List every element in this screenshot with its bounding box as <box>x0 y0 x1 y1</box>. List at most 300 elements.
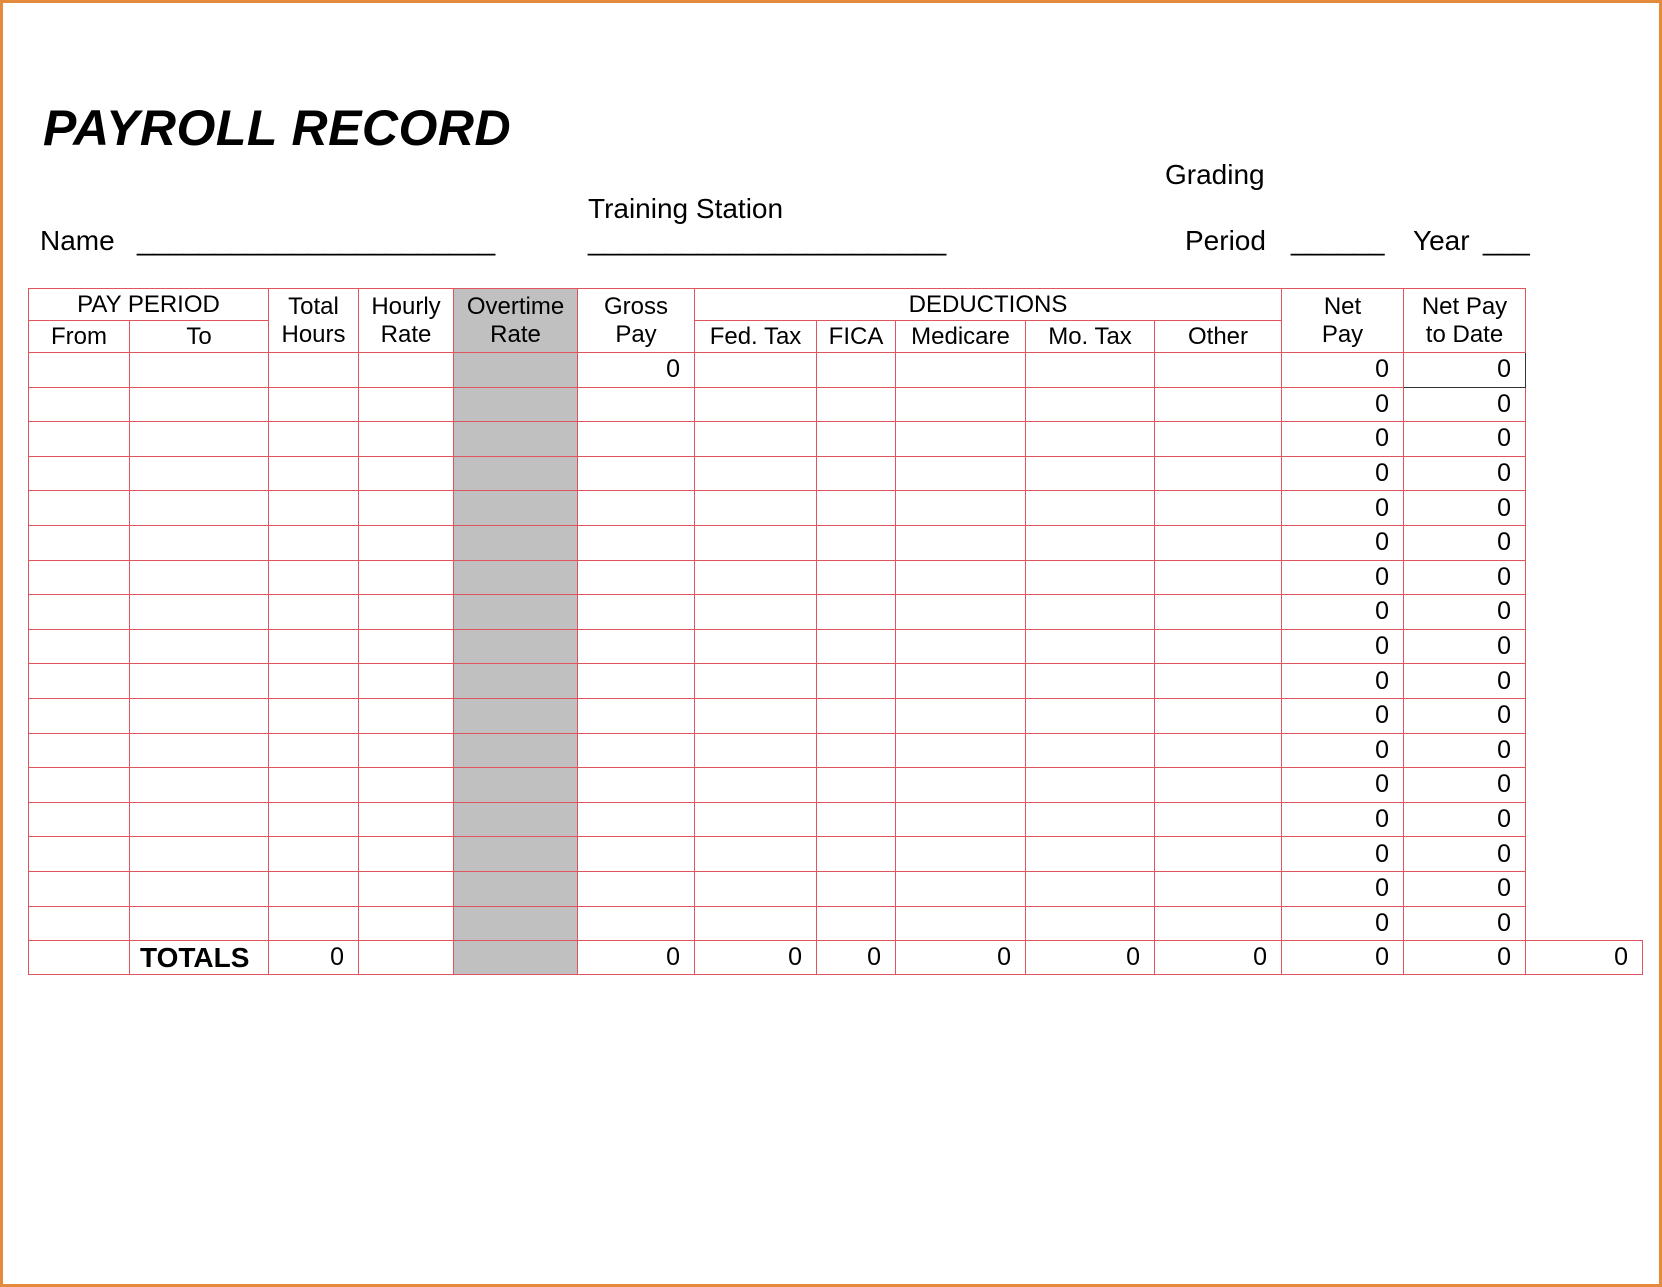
blank-cell <box>1526 387 1643 422</box>
col-net-pay-to-date-line2: to Date <box>1425 320 1504 348</box>
mo-tax-cell[interactable] <box>1026 906 1155 941</box>
medicare-cell[interactable] <box>896 422 1026 457</box>
from-cell[interactable] <box>29 871 130 906</box>
other-cell[interactable] <box>1155 906 1282 941</box>
total-hours-cell[interactable] <box>269 629 359 664</box>
gross-pay-cell[interactable] <box>578 629 695 664</box>
overtime-rate-cell[interactable] <box>454 906 578 941</box>
mo-tax-cell[interactable] <box>1026 802 1155 837</box>
table-row <box>29 422 1643 457</box>
totals-row <box>29 941 1643 975</box>
gross-pay-cell[interactable] <box>578 422 695 457</box>
other-cell[interactable] <box>1155 525 1282 560</box>
gross-pay-cell[interactable] <box>578 387 695 422</box>
net-to-date-cell[interactable]: 0 <box>1404 456 1526 491</box>
mo-tax-cell[interactable] <box>1026 837 1155 872</box>
from-cell[interactable] <box>29 837 130 872</box>
other-cell[interactable] <box>1155 560 1282 595</box>
medicare-cell[interactable] <box>896 353 1026 388</box>
fed-tax-cell[interactable] <box>695 906 817 941</box>
medicare-cell[interactable] <box>896 491 1026 526</box>
col-overtime-rate-line2: Rate <box>490 320 541 348</box>
total-hours-cell[interactable] <box>269 353 359 388</box>
col-hourly-rate <box>359 289 454 353</box>
from-cell[interactable] <box>29 456 130 491</box>
to-cell[interactable] <box>130 871 269 906</box>
net-to-date-cell[interactable]: 0 <box>1404 664 1526 699</box>
mo-tax-cell[interactable] <box>1026 733 1155 768</box>
to-cell[interactable] <box>130 906 269 941</box>
total-hours-cell[interactable] <box>269 871 359 906</box>
net-to-date-cell[interactable]: 0 <box>1404 629 1526 664</box>
fica-cell[interactable] <box>817 871 896 906</box>
col-gross-pay-line1: Gross <box>603 292 668 320</box>
to-cell[interactable] <box>130 422 269 457</box>
overtime-rate-cell[interactable] <box>454 768 578 803</box>
totals-fed-tax: 0 <box>695 941 817 975</box>
net-pay-cell[interactable]: 0 <box>1282 595 1404 630</box>
other-cell[interactable] <box>1155 595 1282 630</box>
fica-cell[interactable] <box>817 629 896 664</box>
hourly-rate-cell[interactable] <box>359 491 454 526</box>
other-cell[interactable] <box>1155 837 1282 872</box>
from-cell[interactable] <box>29 733 130 768</box>
net-to-date-cell[interactable]: 0 <box>1404 387 1526 422</box>
other-cell[interactable] <box>1155 422 1282 457</box>
mo-tax-cell[interactable] <box>1026 456 1155 491</box>
blank-cell <box>1526 289 1643 321</box>
net-pay-cell[interactable]: 0 <box>1282 768 1404 803</box>
overtime-rate-cell[interactable] <box>454 560 578 595</box>
hourly-rate-cell[interactable] <box>359 629 454 664</box>
fica-cell[interactable] <box>817 595 896 630</box>
hourly-rate-cell[interactable] <box>359 906 454 941</box>
from-cell[interactable] <box>29 491 130 526</box>
fed-tax-cell[interactable] <box>695 353 817 388</box>
net-pay-cell[interactable]: 0 <box>1282 629 1404 664</box>
other-cell[interactable] <box>1155 491 1282 526</box>
from-cell[interactable] <box>29 768 130 803</box>
net-to-date-cell[interactable]: 0 <box>1404 525 1526 560</box>
payroll-table <box>28 288 1643 975</box>
hourly-rate-cell[interactable] <box>359 768 454 803</box>
table-row <box>29 595 1643 630</box>
mo-tax-cell[interactable] <box>1026 664 1155 699</box>
net-pay-cell[interactable]: 0 <box>1282 491 1404 526</box>
from-cell[interactable] <box>29 595 130 630</box>
totals-extra: 0 <box>1526 941 1643 975</box>
total-hours-cell[interactable] <box>269 802 359 837</box>
total-hours-cell[interactable] <box>269 664 359 699</box>
overtime-rate-cell[interactable] <box>454 353 578 388</box>
net-to-date-cell[interactable]: 0 <box>1404 802 1526 837</box>
hourly-rate-cell[interactable] <box>359 698 454 733</box>
blank-cell <box>1526 422 1643 457</box>
gross-pay-cell[interactable] <box>578 733 695 768</box>
totals-label: TOTALS <box>130 941 269 975</box>
overtime-rate-cell[interactable] <box>454 525 578 560</box>
from-cell[interactable] <box>29 422 130 457</box>
col-overtime-rate <box>454 289 578 353</box>
blank-cell <box>1526 491 1643 526</box>
net-pay-cell[interactable]: 0 <box>1282 525 1404 560</box>
mo-tax-cell[interactable] <box>1026 422 1155 457</box>
net-to-date-cell[interactable]: 0 <box>1404 906 1526 941</box>
blank-cell <box>1526 629 1643 664</box>
overtime-rate-cell[interactable] <box>454 871 578 906</box>
col-medicare: Medicare <box>896 321 1026 353</box>
fica-cell[interactable] <box>817 560 896 595</box>
medicare-cell[interactable] <box>896 456 1026 491</box>
total-hours-cell[interactable] <box>269 768 359 803</box>
net-pay-cell[interactable]: 0 <box>1282 664 1404 699</box>
net-to-date-cell[interactable]: 0 <box>1404 353 1526 388</box>
to-cell[interactable] <box>130 353 269 388</box>
from-cell[interactable] <box>29 387 130 422</box>
fica-cell[interactable] <box>817 422 896 457</box>
totals-other: 0 <box>1155 941 1282 975</box>
col-total-hours-line1: Total <box>288 292 339 320</box>
fed-tax-cell[interactable] <box>695 491 817 526</box>
totals-net-pay: 0 <box>1282 941 1404 975</box>
medicare-cell[interactable] <box>896 837 1026 872</box>
gross-pay-cell[interactable] <box>578 871 695 906</box>
from-cell[interactable] <box>29 629 130 664</box>
hourly-rate-cell[interactable] <box>359 595 454 630</box>
grading-label: Grading <box>1165 159 1265 190</box>
net-to-date-cell[interactable]: 0 <box>1404 871 1526 906</box>
table-row <box>29 456 1643 491</box>
medicare-cell[interactable] <box>896 906 1026 941</box>
blank-cell <box>1526 664 1643 699</box>
blank-cell <box>1526 837 1643 872</box>
totals-gross-pay: 0 <box>578 941 695 975</box>
to-cell[interactable] <box>130 525 269 560</box>
gross-pay-cell[interactable] <box>578 560 695 595</box>
to-cell[interactable] <box>130 664 269 699</box>
fica-cell[interactable] <box>817 698 896 733</box>
total-hours-cell[interactable] <box>269 837 359 872</box>
col-total-hours-line2: Hours <box>281 320 346 348</box>
fed-tax-cell[interactable] <box>695 387 817 422</box>
net-to-date-cell[interactable]: 0 <box>1404 698 1526 733</box>
fica-cell[interactable] <box>817 387 896 422</box>
blank-cell <box>1526 525 1643 560</box>
from-cell[interactable] <box>29 353 130 388</box>
col-from: From <box>29 321 130 353</box>
blank-cell <box>1526 768 1643 803</box>
fed-tax-cell[interactable] <box>695 525 817 560</box>
hourly-rate-cell[interactable] <box>359 837 454 872</box>
blank-cell <box>1526 560 1643 595</box>
totals-medicare: 0 <box>896 941 1026 975</box>
table-row <box>29 525 1643 560</box>
col-gross-pay-line2: Pay <box>615 320 657 348</box>
overtime-rate-cell[interactable] <box>454 629 578 664</box>
net-to-date-cell[interactable]: 0 <box>1404 733 1526 768</box>
fica-cell[interactable] <box>817 906 896 941</box>
fed-tax-cell[interactable] <box>695 456 817 491</box>
period-field[interactable]: ______ <box>1291 225 1385 256</box>
mo-tax-cell[interactable] <box>1026 560 1155 595</box>
net-pay-cell[interactable]: 0 <box>1282 802 1404 837</box>
hourly-rate-cell[interactable] <box>359 802 454 837</box>
to-cell[interactable] <box>130 456 269 491</box>
gross-pay-cell[interactable] <box>578 595 695 630</box>
net-pay-cell[interactable]: 0 <box>1282 560 1404 595</box>
net-pay-cell[interactable]: 0 <box>1282 456 1404 491</box>
medicare-cell[interactable] <box>896 698 1026 733</box>
table-row <box>29 802 1643 837</box>
hourly-rate-cell[interactable] <box>359 871 454 906</box>
total-hours-cell[interactable] <box>269 595 359 630</box>
to-cell[interactable] <box>130 837 269 872</box>
table-row <box>29 353 1643 388</box>
mo-tax-cell[interactable] <box>1026 491 1155 526</box>
blank-cell <box>1526 595 1643 630</box>
col-gross-pay <box>578 289 695 353</box>
hourly-rate-cell[interactable] <box>359 456 454 491</box>
overtime-rate-cell[interactable] <box>454 491 578 526</box>
to-cell[interactable] <box>130 802 269 837</box>
medicare-cell[interactable] <box>896 525 1026 560</box>
net-pay-cell[interactable]: 0 <box>1282 837 1404 872</box>
mo-tax-cell[interactable] <box>1026 595 1155 630</box>
from-cell[interactable] <box>29 560 130 595</box>
fed-tax-cell[interactable] <box>695 768 817 803</box>
training-station-field[interactable]: _______________________ <box>588 225 947 256</box>
medicare-cell[interactable] <box>896 560 1026 595</box>
blank-cell <box>1526 906 1643 941</box>
fed-tax-cell[interactable] <box>695 871 817 906</box>
fica-cell[interactable] <box>817 768 896 803</box>
other-cell[interactable] <box>1155 353 1282 388</box>
mo-tax-cell[interactable] <box>1026 698 1155 733</box>
fica-cell[interactable] <box>817 837 896 872</box>
total-hours-cell[interactable] <box>269 422 359 457</box>
blank-cell <box>1526 456 1643 491</box>
other-cell[interactable] <box>1155 387 1282 422</box>
table-row <box>29 664 1643 699</box>
overtime-rate-cell[interactable] <box>454 802 578 837</box>
blank-cell <box>1526 353 1643 388</box>
from-cell[interactable] <box>29 906 130 941</box>
net-pay-cell[interactable]: 0 <box>1282 906 1404 941</box>
to-cell[interactable] <box>130 768 269 803</box>
overtime-rate-cell[interactable] <box>454 733 578 768</box>
col-to: To <box>130 321 269 353</box>
blank-cell <box>1526 321 1643 353</box>
col-net-pay <box>1282 289 1404 353</box>
fica-cell[interactable] <box>817 733 896 768</box>
net-to-date-cell[interactable]: 0 <box>1404 560 1526 595</box>
fed-tax-cell[interactable] <box>695 698 817 733</box>
mo-tax-cell[interactable] <box>1026 629 1155 664</box>
header-row-1 <box>29 289 1643 321</box>
fed-tax-cell[interactable] <box>695 629 817 664</box>
net-to-date-cell[interactable]: 0 <box>1404 595 1526 630</box>
from-cell[interactable] <box>29 664 130 699</box>
hourly-rate-cell[interactable] <box>359 353 454 388</box>
table-row <box>29 387 1643 422</box>
total-hours-cell[interactable] <box>269 456 359 491</box>
overtime-rate-cell[interactable] <box>454 456 578 491</box>
mo-tax-cell[interactable] <box>1026 525 1155 560</box>
total-hours-cell[interactable] <box>269 387 359 422</box>
col-net-pay-line1: Net <box>1323 292 1362 320</box>
name-field[interactable]: _______________________ <box>137 225 496 256</box>
net-to-date-cell[interactable]: 0 <box>1404 491 1526 526</box>
col-deductions: DEDUCTIONS <box>695 289 1282 321</box>
gross-pay-cell[interactable] <box>578 456 695 491</box>
from-cell[interactable] <box>29 525 130 560</box>
medicare-cell[interactable] <box>896 387 1026 422</box>
from-cell[interactable] <box>29 802 130 837</box>
other-cell[interactable] <box>1155 698 1282 733</box>
net-to-date-cell[interactable]: 0 <box>1404 837 1526 872</box>
other-cell[interactable] <box>1155 664 1282 699</box>
net-pay-cell[interactable]: 0 <box>1282 733 1404 768</box>
overtime-rate-cell[interactable] <box>454 387 578 422</box>
mo-tax-cell[interactable] <box>1026 768 1155 803</box>
to-cell[interactable] <box>130 387 269 422</box>
totals-overtime-rate <box>454 941 578 975</box>
other-cell[interactable] <box>1155 802 1282 837</box>
overtime-rate-cell[interactable] <box>454 698 578 733</box>
blank-cell <box>1526 698 1643 733</box>
gross-pay-cell[interactable] <box>578 664 695 699</box>
total-hours-cell[interactable] <box>269 733 359 768</box>
net-to-date-cell[interactable]: 0 <box>1404 422 1526 457</box>
fica-cell[interactable] <box>817 664 896 699</box>
mo-tax-cell[interactable] <box>1026 387 1155 422</box>
hourly-rate-cell[interactable] <box>359 525 454 560</box>
name-label: Name <box>40 225 115 256</box>
year-field[interactable]: ___ <box>1483 225 1530 256</box>
medicare-cell[interactable] <box>896 595 1026 630</box>
net-pay-cell[interactable]: 0 <box>1282 353 1404 388</box>
col-hourly-rate-line1: Hourly <box>371 292 441 320</box>
net-to-date-cell[interactable]: 0 <box>1404 768 1526 803</box>
col-net-pay-to-date <box>1404 289 1526 353</box>
totals-mo-tax: 0 <box>1026 941 1155 975</box>
to-cell[interactable] <box>130 491 269 526</box>
col-hourly-rate-line2: Rate <box>380 320 432 348</box>
year-label: Year <box>1413 225 1470 256</box>
table-body <box>29 353 1643 941</box>
other-cell[interactable] <box>1155 768 1282 803</box>
col-overtime-rate-line1: Overtime <box>466 292 565 320</box>
fed-tax-cell[interactable] <box>695 837 817 872</box>
totals-blank-cell <box>29 941 130 975</box>
col-net-pay-line2: Pay <box>1321 320 1364 348</box>
gross-pay-cell[interactable] <box>578 525 695 560</box>
net-pay-cell[interactable]: 0 <box>1282 871 1404 906</box>
total-hours-cell[interactable] <box>269 525 359 560</box>
from-cell[interactable] <box>29 698 130 733</box>
fed-tax-cell[interactable] <box>695 733 817 768</box>
table-row <box>29 837 1643 872</box>
col-fica: FICA <box>817 321 896 353</box>
net-pay-cell[interactable]: 0 <box>1282 422 1404 457</box>
overtime-rate-cell[interactable] <box>454 664 578 699</box>
net-pay-cell[interactable]: 0 <box>1282 387 1404 422</box>
period-label: Period <box>1185 225 1266 256</box>
total-hours-cell[interactable] <box>269 491 359 526</box>
gross-pay-cell[interactable] <box>578 768 695 803</box>
mo-tax-cell[interactable] <box>1026 353 1155 388</box>
col-net-pay-to-date-line1: Net Pay <box>1421 292 1508 320</box>
gross-pay-cell[interactable]: 0 <box>578 353 695 388</box>
fed-tax-cell[interactable] <box>695 664 817 699</box>
to-cell[interactable] <box>130 560 269 595</box>
blank-cell <box>1526 733 1643 768</box>
other-cell[interactable] <box>1155 629 1282 664</box>
medicare-cell[interactable] <box>896 629 1026 664</box>
medicare-cell[interactable] <box>896 871 1026 906</box>
col-other: Other <box>1155 321 1282 353</box>
table-row <box>29 698 1643 733</box>
fed-tax-cell[interactable] <box>695 422 817 457</box>
hourly-rate-cell[interactable] <box>359 733 454 768</box>
overtime-rate-cell[interactable] <box>454 837 578 872</box>
gross-pay-cell[interactable] <box>578 906 695 941</box>
other-cell[interactable] <box>1155 871 1282 906</box>
gross-pay-cell[interactable] <box>578 698 695 733</box>
medicare-cell[interactable] <box>896 733 1026 768</box>
gross-pay-cell[interactable] <box>578 802 695 837</box>
gross-pay-cell[interactable] <box>578 491 695 526</box>
mo-tax-cell[interactable] <box>1026 871 1155 906</box>
fed-tax-cell[interactable] <box>695 802 817 837</box>
to-cell[interactable] <box>130 698 269 733</box>
total-hours-cell[interactable] <box>269 906 359 941</box>
fica-cell[interactable] <box>817 802 896 837</box>
total-hours-cell[interactable] <box>269 560 359 595</box>
to-cell[interactable] <box>130 629 269 664</box>
to-cell[interactable] <box>130 733 269 768</box>
medicare-cell[interactable] <box>896 802 1026 837</box>
medicare-cell[interactable] <box>896 664 1026 699</box>
fica-cell[interactable] <box>817 353 896 388</box>
total-hours-cell[interactable] <box>269 698 359 733</box>
fed-tax-cell[interactable] <box>695 560 817 595</box>
overtime-rate-cell[interactable] <box>454 422 578 457</box>
overtime-rate-cell[interactable] <box>454 595 578 630</box>
gross-pay-cell[interactable] <box>578 837 695 872</box>
fica-cell[interactable] <box>817 456 896 491</box>
totals-total-hours: 0 <box>269 941 359 975</box>
hourly-rate-cell[interactable] <box>359 387 454 422</box>
fica-cell[interactable] <box>817 525 896 560</box>
hourly-rate-cell[interactable] <box>359 664 454 699</box>
fica-cell[interactable] <box>817 491 896 526</box>
table-row <box>29 560 1643 595</box>
totals-hourly-rate <box>359 941 454 975</box>
hourly-rate-cell[interactable] <box>359 422 454 457</box>
to-cell[interactable] <box>130 595 269 630</box>
col-pay-period: PAY PERIOD <box>29 289 269 321</box>
table-row <box>29 906 1643 941</box>
other-cell[interactable] <box>1155 456 1282 491</box>
fed-tax-cell[interactable] <box>695 595 817 630</box>
hourly-rate-cell[interactable] <box>359 560 454 595</box>
col-mo-tax: Mo. Tax <box>1026 321 1155 353</box>
blank-cell <box>1526 802 1643 837</box>
other-cell[interactable] <box>1155 733 1282 768</box>
net-pay-cell[interactable]: 0 <box>1282 698 1404 733</box>
medicare-cell[interactable] <box>896 768 1026 803</box>
